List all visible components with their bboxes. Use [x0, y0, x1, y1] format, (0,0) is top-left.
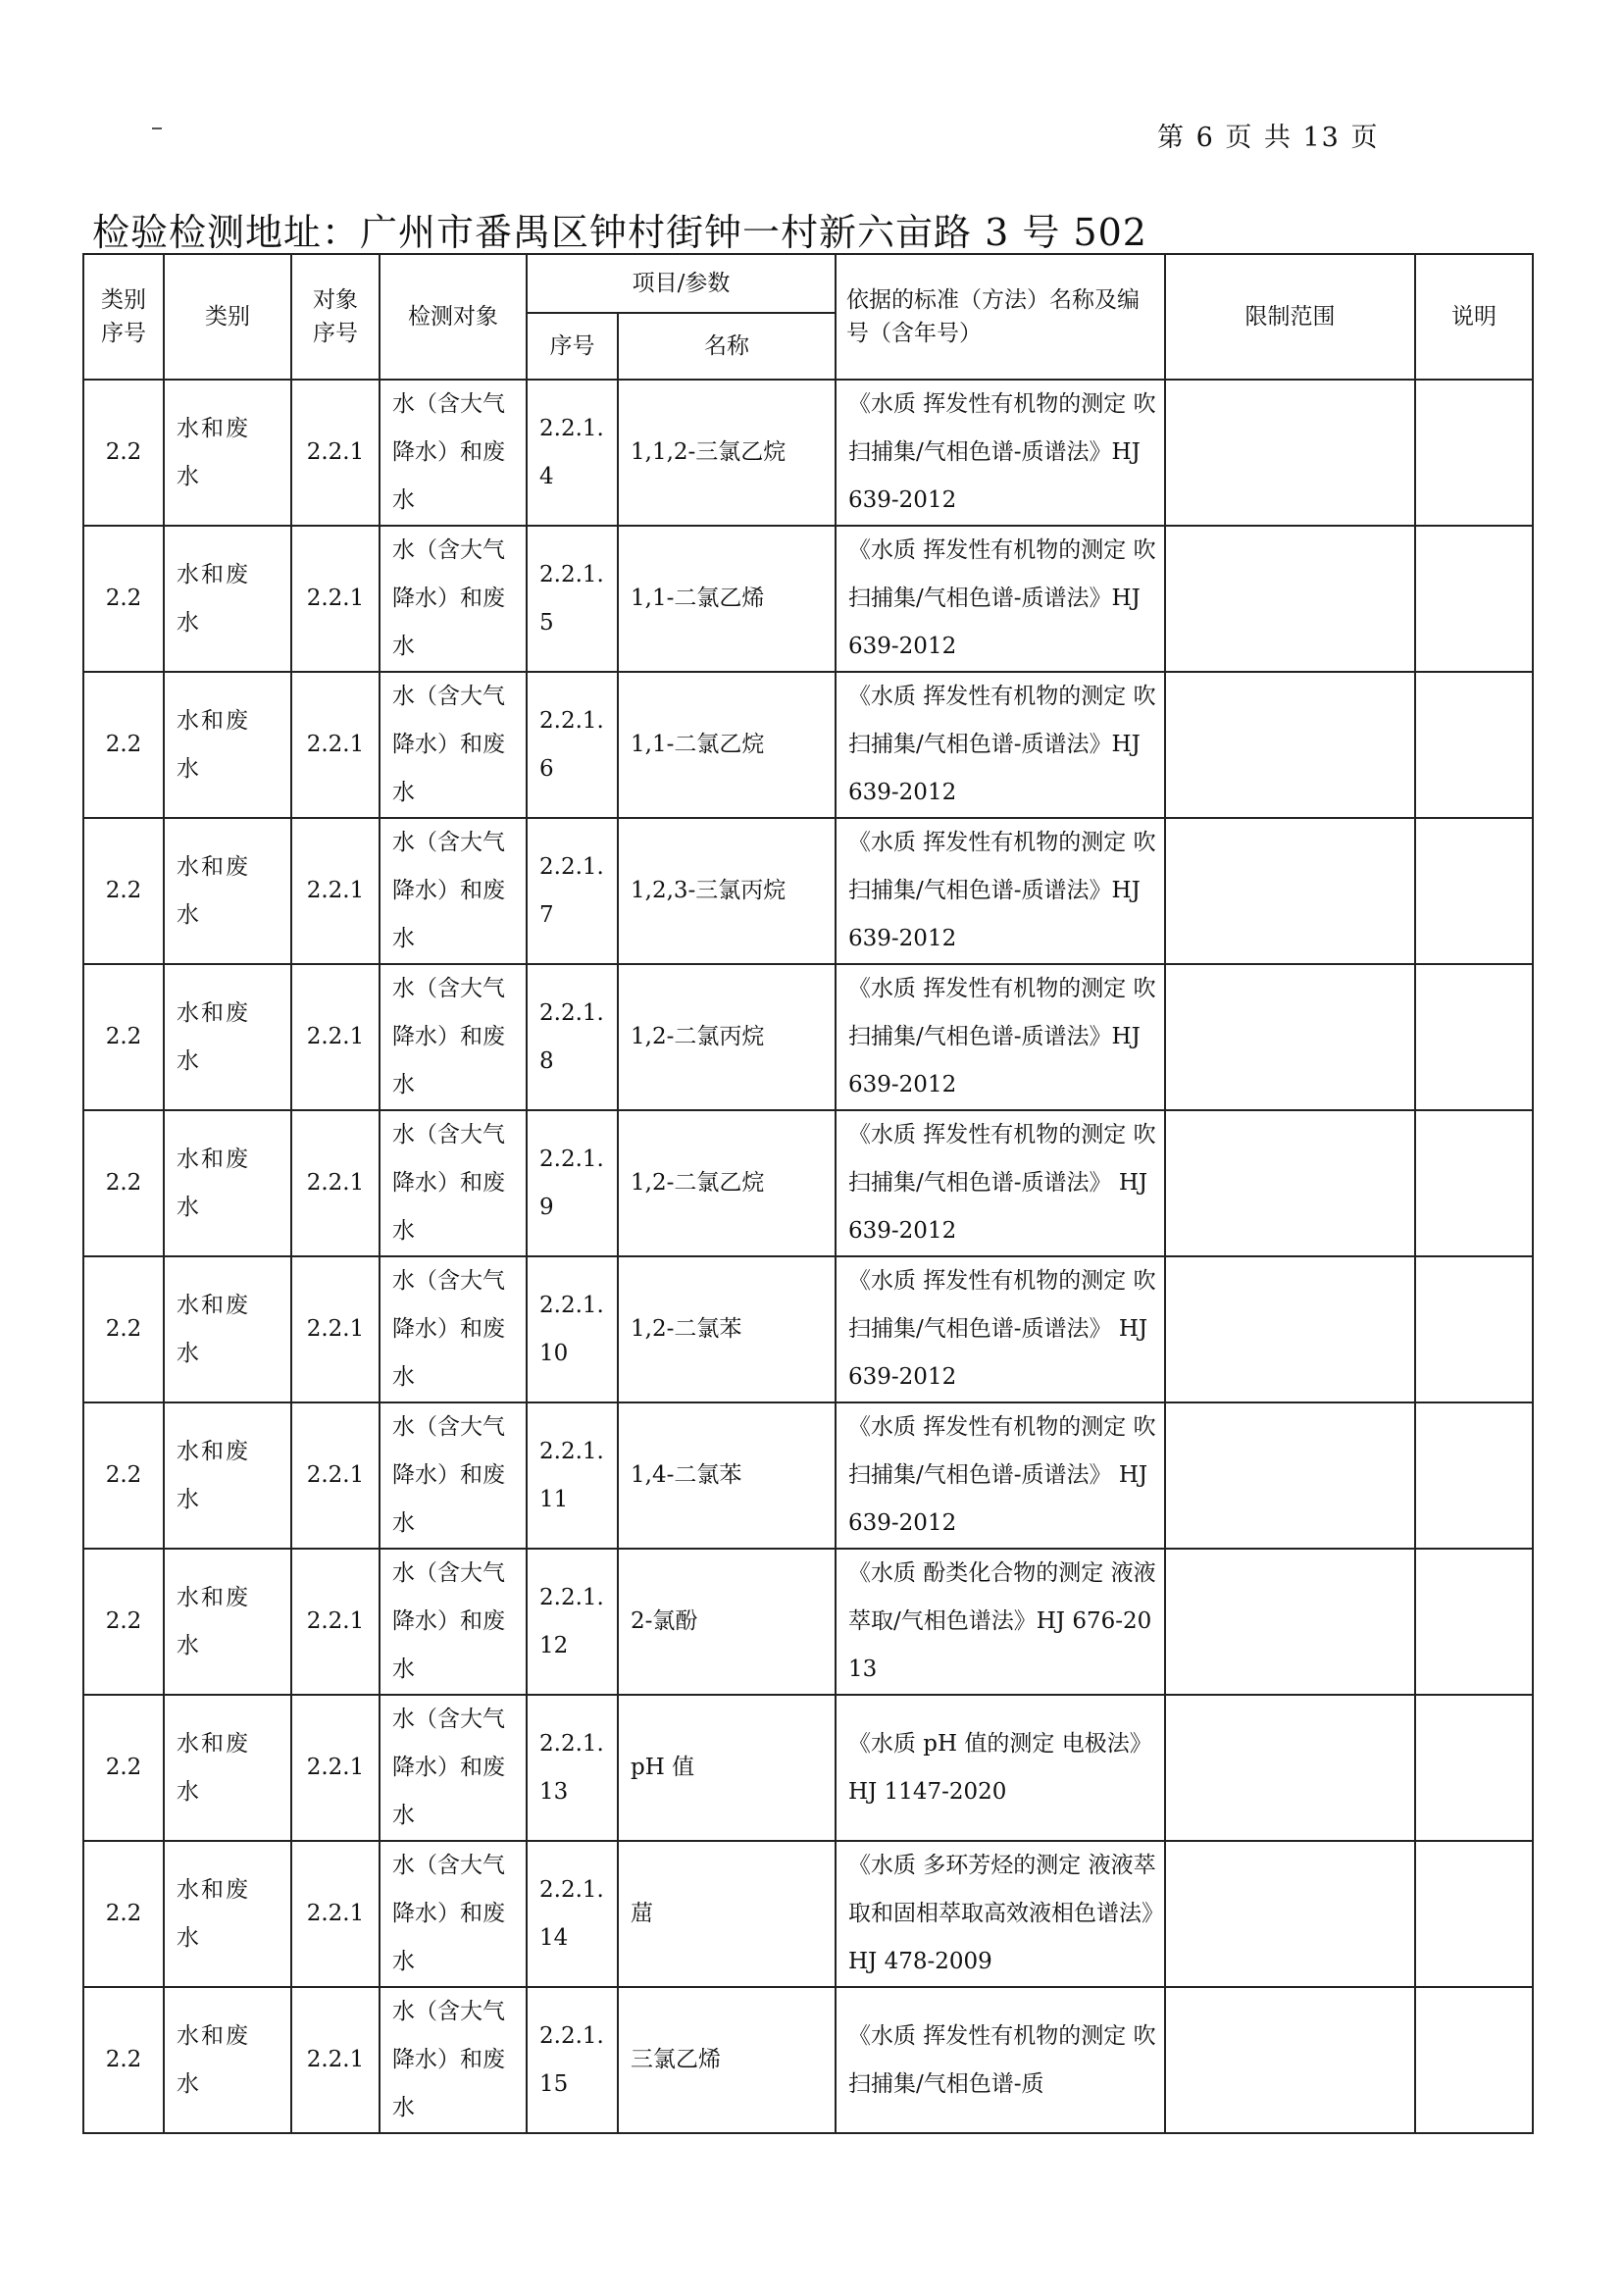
cell-limit: [1165, 1256, 1415, 1402]
header-limit: 限制范围: [1165, 254, 1415, 380]
cell-note: [1415, 818, 1533, 964]
table-row: [83, 1695, 1533, 1841]
cell-category: [164, 1841, 291, 1987]
cell-item-no: 2.2.1.14: [527, 1841, 618, 1987]
cell-item-name: 2-氯酚: [618, 1549, 836, 1695]
cell-item-no: 2.2.1.10: [527, 1256, 618, 1402]
cell-category-no: 2.2: [83, 964, 164, 1110]
cell-limit: [1165, 1841, 1415, 1987]
table-row: [83, 1987, 1533, 2133]
cell-note: [1415, 380, 1533, 526]
cell-category-no: 2.2: [83, 1256, 164, 1402]
cell-limit: [1165, 964, 1415, 1110]
cell-note: [1415, 964, 1533, 1110]
cell-limit: [1165, 1695, 1415, 1841]
cell-object: 水（含大气降水）和废水: [380, 672, 527, 818]
cell-object-no: 2.2.1: [291, 526, 380, 672]
cell-item-no: 2.2.1.5: [527, 526, 618, 672]
cell-item-no: 2.2.1.8: [527, 964, 618, 1110]
category-text: 水和废水: [177, 1584, 250, 1658]
cell-category: [164, 1549, 291, 1695]
cell-object: 水（含大气降水）和废水: [380, 1549, 527, 1695]
cell-standard: 《水质 挥发性有机物的测定 吹扫捕集/气相色谱-质: [836, 1987, 1165, 2133]
cell-item-name: 1,1-二氯乙烯: [618, 526, 836, 672]
cell-limit: [1165, 1402, 1415, 1549]
cell-standard: 《水质 多环芳烃的测定 液液萃取和固相萃取高效液相色谱法》HJ 478-2009: [836, 1841, 1165, 1987]
cell-object-no: 2.2.1: [291, 1110, 380, 1256]
cell-standard: 《水质 挥发性有机物的测定 吹扫捕集/气相色谱-质谱法》 HJ 639-2012: [836, 1110, 1165, 1256]
cell-item-no: 2.2.1.15: [527, 1987, 618, 2133]
header-item-no: 序号: [527, 313, 618, 380]
header-standard: 依据的标准（方法）名称及编号（含年号）: [836, 254, 1165, 380]
cell-object-no: 2.2.1: [291, 1549, 380, 1695]
header-category: 类别: [164, 254, 291, 380]
header-object: 检测对象: [380, 254, 527, 380]
cell-item-name: 1,4-二氯苯: [618, 1402, 836, 1549]
table-header: [83, 254, 1533, 380]
header-category-no: 类别 序号: [83, 254, 164, 380]
table-row: [83, 1549, 1533, 1695]
cell-object-no: 2.2.1: [291, 1987, 380, 2133]
table-row: [83, 818, 1533, 964]
cell-object-no: 2.2.1: [291, 964, 380, 1110]
cell-category-no: 2.2: [83, 818, 164, 964]
cell-item-no: 2.2.1.12: [527, 1549, 618, 1695]
category-text: 水和废水: [177, 1438, 250, 1512]
cell-limit: [1165, 1110, 1415, 1256]
cell-standard: 《水质 pH 值的测定 电极法》HJ 1147-2020: [836, 1695, 1165, 1841]
cell-item-name: 1,2-二氯苯: [618, 1256, 836, 1402]
table-row: [83, 672, 1533, 818]
testing-scope-table: [82, 253, 1534, 2134]
cell-object-no: 2.2.1: [291, 380, 380, 526]
category-text: 水和废水: [177, 853, 250, 928]
cell-category-no: 2.2: [83, 380, 164, 526]
cell-category: [164, 1110, 291, 1256]
cell-item-no: 2.2.1.13: [527, 1695, 618, 1841]
table-row: [83, 380, 1533, 526]
cell-item-name: 1,2,3-三氯丙烷: [618, 818, 836, 964]
header-item-name: 名称: [618, 313, 836, 380]
cell-standard: 《水质 挥发性有机物的测定 吹扫捕集/气相色谱-质谱法》HJ 639-2012: [836, 380, 1165, 526]
cell-object: 水（含大气降水）和废水: [380, 380, 527, 526]
category-text: 水和废水: [177, 707, 250, 782]
cell-note: [1415, 1695, 1533, 1841]
cell-object-no: 2.2.1: [291, 1841, 380, 1987]
cell-limit: [1165, 672, 1415, 818]
cell-category: [164, 672, 291, 818]
cell-category-no: 2.2: [83, 526, 164, 672]
category-text: 水和废水: [177, 415, 250, 489]
header-object-no: 对象 序号: [291, 254, 380, 380]
table-row: [83, 964, 1533, 1110]
cell-item-no: 2.2.1.4: [527, 380, 618, 526]
cell-standard: 《水质 挥发性有机物的测定 吹扫捕集/气相色谱-质谱法》HJ 639-2012: [836, 818, 1165, 964]
cell-object-no: 2.2.1: [291, 1695, 380, 1841]
cell-object: 水（含大气降水）和废水: [380, 1987, 527, 2133]
cell-item-name: 䓛: [618, 1841, 836, 1987]
cell-category: [164, 1402, 291, 1549]
cell-standard: 《水质 挥发性有机物的测定 吹扫捕集/气相色谱-质谱法》 HJ 639-2012: [836, 1402, 1165, 1549]
cell-category: [164, 1695, 291, 1841]
cell-standard: 《水质 酚类化合物的测定 液液萃取/气相色谱法》HJ 676-2013: [836, 1549, 1165, 1695]
cell-note: [1415, 526, 1533, 672]
cell-standard: 《水质 挥发性有机物的测定 吹扫捕集/气相色谱-质谱法》HJ 639-2012: [836, 964, 1165, 1110]
category-text: 水和废水: [177, 2022, 250, 2097]
header-item-group: 项目/参数: [527, 254, 836, 313]
cell-note: [1415, 1110, 1533, 1256]
cell-note: [1415, 672, 1533, 818]
cell-category-no: 2.2: [83, 1987, 164, 2133]
cell-standard: 《水质 挥发性有机物的测定 吹扫捕集/气相色谱-质谱法》HJ 639-2012: [836, 526, 1165, 672]
cell-object-no: 2.2.1: [291, 1256, 380, 1402]
cell-object-no: 2.2.1: [291, 1402, 380, 1549]
cell-item-no: 2.2.1.7: [527, 818, 618, 964]
cell-category: [164, 964, 291, 1110]
cell-limit: [1165, 380, 1415, 526]
testing-address: 检验检测地址：广州市番禺区钟村街钟一村新六亩路 3 号 502: [92, 211, 1147, 254]
cell-category: [164, 1987, 291, 2133]
table-row: [83, 1256, 1533, 1402]
cell-limit: [1165, 526, 1415, 672]
cell-note: [1415, 1987, 1533, 2133]
cell-object: 水（含大气降水）和废水: [380, 964, 527, 1110]
cell-limit: [1165, 818, 1415, 964]
header-note: 说明: [1415, 254, 1533, 380]
cell-item-no: 2.2.1.11: [527, 1402, 618, 1549]
cell-standard: 《水质 挥发性有机物的测定 吹扫捕集/气相色谱-质谱法》HJ 639-2012: [836, 672, 1165, 818]
page-number: 第 6 页 共 13 页: [1157, 123, 1380, 153]
cell-category: [164, 1256, 291, 1402]
cell-item-name: pH 值: [618, 1695, 836, 1841]
cell-item-name: 1,2-二氯乙烷: [618, 1110, 836, 1256]
cell-category-no: 2.2: [83, 1695, 164, 1841]
cell-item-name: 1,2-二氯丙烷: [618, 964, 836, 1110]
cell-item-name: 1,1,2-三氯乙烷: [618, 380, 836, 526]
cell-standard: 《水质 挥发性有机物的测定 吹扫捕集/气相色谱-质谱法》 HJ 639-2012: [836, 1256, 1165, 1402]
cell-category-no: 2.2: [83, 1402, 164, 1549]
cell-category-no: 2.2: [83, 1841, 164, 1987]
cell-category: [164, 818, 291, 964]
cell-category-no: 2.2: [83, 672, 164, 818]
cell-category: [164, 380, 291, 526]
cell-note: [1415, 1256, 1533, 1402]
category-text: 水和废水: [177, 1876, 250, 1951]
cell-limit: [1165, 1987, 1415, 2133]
cell-category: [164, 526, 291, 672]
cell-note: [1415, 1402, 1533, 1549]
cell-category-no: 2.2: [83, 1549, 164, 1695]
category-text: 水和废水: [177, 561, 250, 636]
cell-object: 水（含大气降水）和废水: [380, 1110, 527, 1256]
cell-object: 水（含大气降水）和废水: [380, 526, 527, 672]
table-row: [83, 1402, 1533, 1549]
cell-item-name: 1,1-二氯乙烷: [618, 672, 836, 818]
cell-limit: [1165, 1549, 1415, 1695]
category-text: 水和废水: [177, 1146, 250, 1220]
cell-note: [1415, 1841, 1533, 1987]
scan-mark: [152, 127, 162, 129]
category-text: 水和废水: [177, 999, 250, 1074]
cell-object: 水（含大气降水）和废水: [380, 1256, 527, 1402]
cell-object-no: 2.2.1: [291, 818, 380, 964]
cell-item-name: 三氯乙烯: [618, 1987, 836, 2133]
cell-object: 水（含大气降水）和废水: [380, 1841, 527, 1987]
table-row: [83, 1841, 1533, 1987]
table-body: [83, 380, 1533, 2133]
cell-item-no: 2.2.1.6: [527, 672, 618, 818]
category-text: 水和废水: [177, 1292, 250, 1366]
table-row: [83, 1110, 1533, 1256]
cell-item-no: 2.2.1.9: [527, 1110, 618, 1256]
table-row: [83, 526, 1533, 672]
category-text: 水和废水: [177, 1730, 250, 1805]
cell-object: 水（含大气降水）和废水: [380, 818, 527, 964]
cell-object: 水（含大气降水）和废水: [380, 1695, 527, 1841]
cell-category-no: 2.2: [83, 1110, 164, 1256]
cell-note: [1415, 1549, 1533, 1695]
cell-object: 水（含大气降水）和废水: [380, 1402, 527, 1549]
cell-object-no: 2.2.1: [291, 672, 380, 818]
